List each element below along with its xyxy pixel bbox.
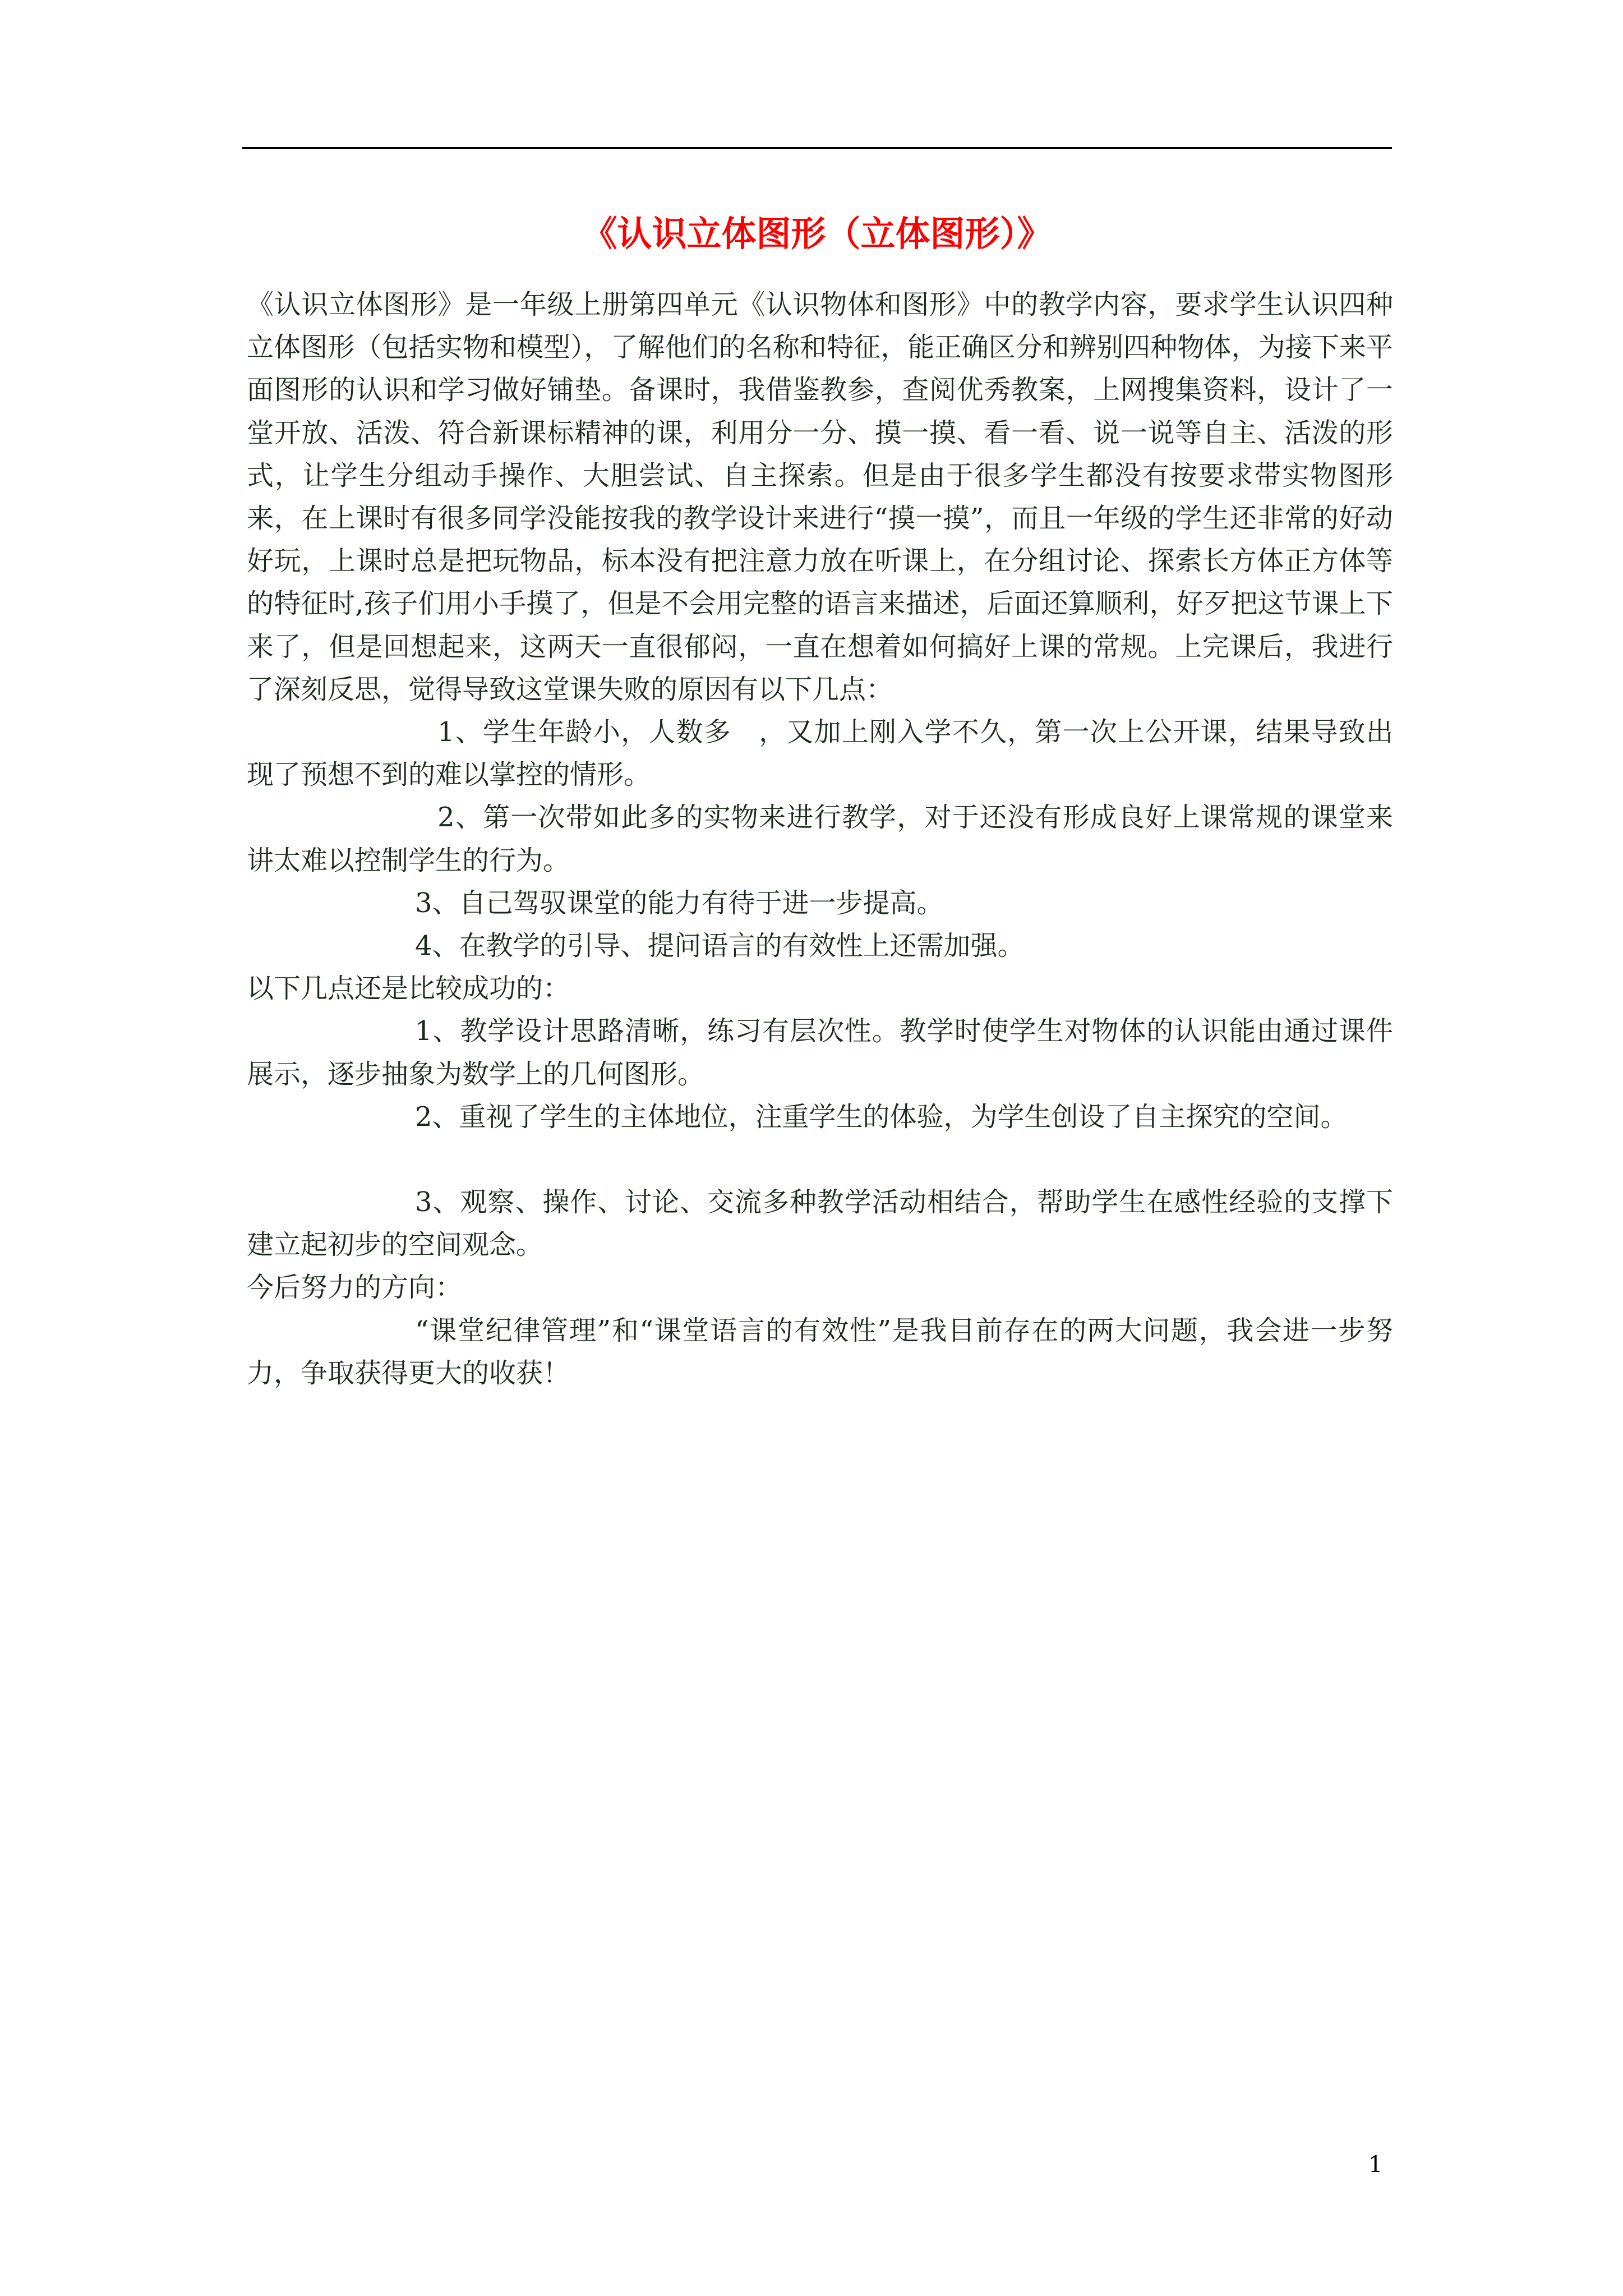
problem-item-2: 2、第一次带如此多的实物来进行教学，对于还没有形成良好上课常规的课堂来讲太难以控制学生的行为。: [247, 802, 1393, 876]
successes-heading: 以下几点还是比较成功的：: [247, 973, 570, 1005]
problem-item-3: 3、自己驾驭课堂的能力有待于进一步提高。: [415, 887, 944, 919]
success-item-3: 3、观察、操作、讨论、交流多种教学活动相结合，帮助学生在感性经验的支撑下建立起初步的空间观念。: [247, 1186, 1393, 1261]
document-body: [247, 283, 1393, 1395]
problem-item-1: 1、学生年龄小，人数多 ，又加上刚入学不久，第一次上公开课，结果导致出现了预想不到的难以掌控的情形。: [247, 716, 1393, 791]
future-paragraph: “课堂纪律管理”和“课堂语言的有效性”是我目前存在的两大问题，我会进一步努力，争取获得更大的收获！: [247, 1314, 1393, 1389]
success-item-1: 1、教学设计思路清晰，练习有层次性。教学时使学生对物体的认识能由通过课件展示，逐步抽象为数学上的几何图形。: [247, 1015, 1393, 1090]
paragraph-gap: [247, 1138, 1393, 1181]
header-rule: [242, 147, 1392, 149]
problem-item-4: 4、在教学的引导、提问语言的有效性上还需加强。: [415, 930, 1025, 962]
success-item-2: 2、重视了学生的主体地位，注重学生的体验，为学生创设了自主探究的空间。: [415, 1101, 1348, 1133]
future-heading: 今后努力的方向：: [247, 1272, 463, 1304]
document-title: 《认识立体图形（立体图形）》: [582, 213, 1052, 254]
intro-paragraph: 《认识立体图形》是一年级上册第四单元《认识物体和图形》中的教学内容，要求学生认识四种立体图形（包括实物和模型），了解他们的名称和特征，能正确区分和辨别四种物体，为接下来平面图形的认识和学习做好铺垫。备课时，我借鉴教参，查阅优秀教案，上网搜集资料，设计了一堂开放、活泼、符合新课标精神的课，利用分一分、摸一摸、看一看、说一说等自主、活泼的形式，让学生分组动手操作、大胆尝试、自主探索。但是由于很多学生都没有按要求带实物图形来，在上课时有很多同学没能按我的教学设计来进行“摸一摸”，而且一年级的学生还非常的好动好玩，上课时总是把玩物品，标本没有把注意力放在听课上，在分组讨论、探索长方体正方体等的特征时,孩子们用小手摸了，但是不会用完整的语言来描述，后面还算顺利，好歹把这节课上下来了，但是回想起来，这两天一直很郁闷，一直在想着如何搞好上课的常规。上完课后，我进行了深刻反思，觉得导致这堂课失败的原因有以下几点：: [247, 289, 1393, 705]
page-number: 1: [1368, 2152, 1383, 2178]
